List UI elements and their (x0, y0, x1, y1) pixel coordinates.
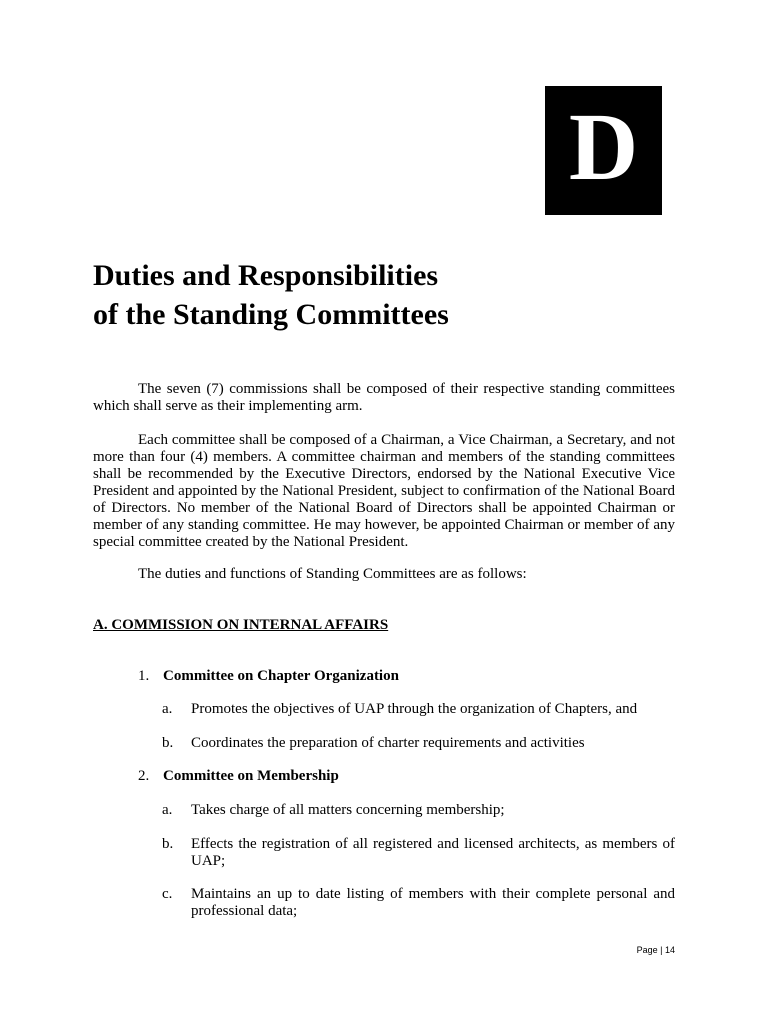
list-item-text: Takes charge of all matters concerning membership; (191, 802, 505, 818)
committee-name: Committee on Chapter Organization (163, 668, 399, 684)
committee-heading-2 (138, 768, 339, 785)
page-title-line-2: of the Standing Committees (93, 298, 449, 331)
list-item-letter: a. (162, 802, 173, 818)
list-item-letter: c. (162, 886, 173, 902)
list-item-letter: b. (162, 735, 174, 751)
page-number: Page | 14 (636, 945, 675, 955)
committee-number: 2. (138, 768, 150, 784)
list-item (162, 735, 675, 752)
page-title-line-1: Duties and Responsibilities (93, 259, 439, 292)
committee-heading-1 (138, 668, 399, 685)
list-item (162, 836, 675, 870)
committee-name: Committee on Membership (163, 768, 339, 784)
page-title (93, 256, 693, 334)
section-heading: A. COMMISSION ON INTERNAL AFFAIRS (93, 617, 389, 633)
list-item-letter: a. (162, 701, 173, 717)
list-item-text: Effects the registration of all registered and licensed architects, as members of UAP; (191, 836, 675, 869)
chapter-letter-badge (545, 86, 662, 215)
list-item-letter: b. (162, 836, 174, 852)
list-item-text: Maintains an up to date listing of members with their complete personal and professional data; (191, 886, 675, 919)
list-item-text: Promotes the objectives of UAP through the organization of Chapters, and (191, 701, 638, 717)
list-item (162, 886, 675, 920)
intro-paragraph-2: Each committee shall be composed of a Chairman, a Vice Chairman, a Secretary, and not more than four (4) members. A committee chairman and members of the standing committees shall be recommended by the Executive Directors, endorsed by the National Executive Vice President and appointed by the National President, subject to confirmation of the National Board of Directors. No member of the National Board of Directors shall be appointed Chairman or member of any standing committee. He may however, be appointed Chairman or member of any special committee created by the National President. (93, 432, 675, 550)
list-item (162, 802, 675, 819)
committee-number: 1. (138, 668, 150, 684)
intro-paragraph-1: The seven (7) commissions shall be composed of their respective standing committees which shall serve as their implementing arm. (93, 381, 675, 414)
list-item (162, 701, 675, 718)
intro-paragraph-3: The duties and functions of Standing Committees are as follows: (138, 566, 527, 582)
chapter-letter: D (568, 92, 639, 200)
list-item-text: Coordinates the preparation of charter requirements and activities (191, 735, 585, 751)
